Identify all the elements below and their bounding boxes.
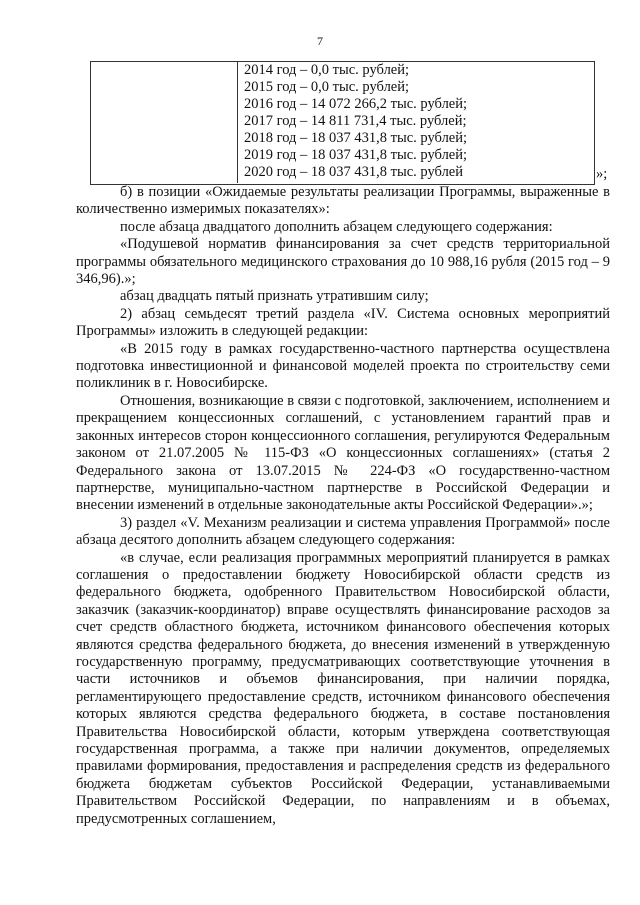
paragraph: «в случае, если реализация программных мероприятий планируется в рамках соглашения о предоставлении бюджету Новосибирской области средств из федерального бюджета, одобренного Правительством Новосибирской области, заказчик (заказчик-координатор) вправе осуществлять финансирование расходов за счет средств областного бюджета, источником финансового обеспечения которых являются средства федерального бюджета, до внесения изменений в утвержденную государственную программу, предусматривающих соответствующие уточнения в части источников и объемов финансирования, при наличии порядка, регламентирующего предоставление средств, источником финансового обеспечения которых являются средства федерального бюджета, в составе постановления Правительства Новосибирской области, которым утверждена соответствующая государственная программа, а также при наличии документов, определяемых правилами формирования, предоставления и распределения средств из федерального бюджета бюджетам субъектов Российской Федерации, устанавливаемыми Правительством Российской Федерации, по направлениям и в объемах, предусмотренных соглашением, (76, 549, 610, 827)
funding-table-values (244, 62, 594, 181)
funding-row-2014: 2014 год – 0,0 тыс. рублей; (244, 62, 410, 78)
funding-row-2016: 2016 год – 14 072 266,2 тыс. рублей; (244, 96, 468, 112)
paragraph: Отношения, возникающие в связи с подготовкой, заключением, исполнением и прекращением концессионных соглашений, с установлением гарантий прав и законных интересов сторон концессионного соглашения, регулируются Федеральным законом от 21.07.2005 № 115-ФЗ «О концессионных соглашениях» (статья 2 Федерального закона от 13.07.2015 № 224-ФЗ «О государственно-частном партнерстве, муниципально-частном партнерстве в Российской Федерации и внесении изменений в отдельные законодательные акты Российской Федерации».»; (76, 392, 610, 514)
paragraph: 2) абзац семьдесят третий раздела «IV. Система основных мероприятий Программы» изложить в следующей редакции: (76, 305, 610, 340)
paragraph: 3) раздел «V. Механизм реализации и система управления Программой» после абзаца десятого дополнить абзацем следующего содержания: (76, 514, 610, 549)
funding-row-2017: 2017 год – 14 811 731,4 тыс. рублей; (244, 113, 467, 129)
page-number: 7 (317, 34, 323, 48)
funding-row-2020: 2020 год – 18 037 431,8 тыс. рублей (244, 164, 464, 180)
paragraph: «Подушевой норматив финансирования за счет средств территориальной программы обязательного медицинского страхования до 10 988,16 рубля (2015 год – 9 346,96).»; (76, 236, 610, 288)
paragraph: абзац двадцать пятый признать утратившим силу; (120, 288, 429, 305)
document-body (76, 184, 610, 828)
paragraph: «В 2015 году в рамках государственно-частного партнерства осуществлена подготовка инвестиционной и финансовой моделей проекта по строительству семи поликлиник в г. Новосибирске. (76, 340, 610, 392)
table-column-divider (237, 61, 238, 183)
funding-row-2018: 2018 год – 18 037 431,8 тыс. рублей; (244, 130, 468, 146)
paragraph: б) в позиции «Ожидаемые результаты реализации Программы, выраженные в количественно измеримых показателях»: (76, 184, 610, 218)
paragraph: после абзаца двадцатого дополнить абзацем следующего содержания: (120, 218, 553, 235)
funding-row-2019: 2019 год – 18 037 431,8 тыс. рублей; (244, 147, 468, 163)
funding-row-2015: 2015 год – 0,0 тыс. рублей; (244, 79, 410, 95)
table-closing-mark: »; (596, 166, 608, 182)
